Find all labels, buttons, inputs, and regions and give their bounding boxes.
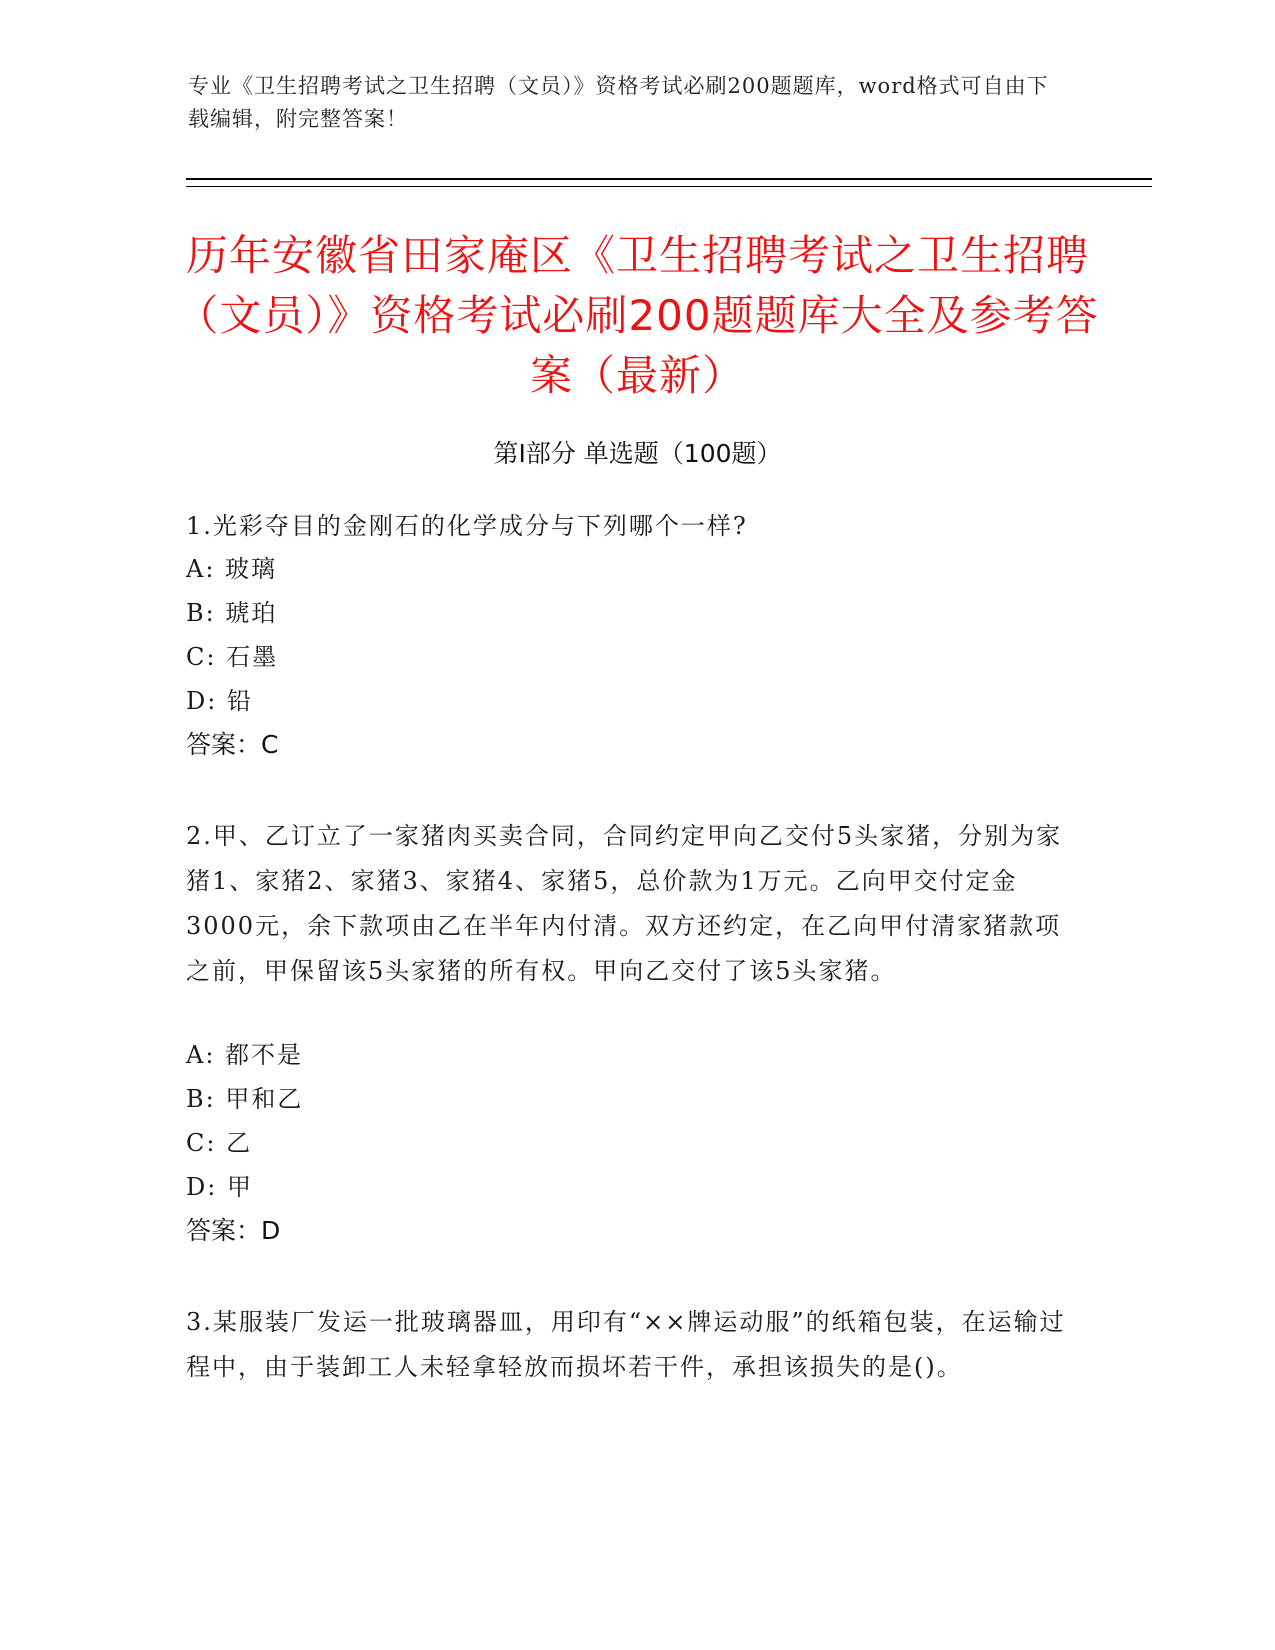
question-1-answer: 答案：C	[186, 730, 279, 759]
question-1-option-b: B: 琥珀	[186, 599, 278, 627]
header-rule-thin	[186, 186, 1152, 187]
question-1-option-c: C: 石墨	[186, 643, 279, 671]
header-note: 专业《卫生招聘考试之卫生招聘（文员）》资格考试必刷200题题库，word格式可自由下载编辑，附完整答案！	[188, 74, 1049, 131]
question-1-option-d: D: 铅	[186, 687, 253, 715]
question-2-answer: 答案：D	[186, 1216, 281, 1245]
question-1-text: 1.光彩夺目的金刚石的化学成分与下列哪个一样?	[186, 512, 748, 540]
question-2-option-d: D: 甲	[186, 1173, 253, 1201]
question-2-option-c: C: 乙	[186, 1129, 253, 1157]
question-2-text: 2.甲、乙订立了一家猪肉买卖合同，合同约定甲向乙交付5头家猪，分别为家猪1、家猪2、家猪3、家猪4、家猪5，总价款为1万元。乙向甲交付定金3000元，余下款项由乙在半年内付清。双方还约定，在乙向甲付清家猪款项之前，甲保留该5头家猪的所有权。甲向乙交付了该5头家猪。	[186, 822, 1063, 985]
document-title: 历年安徽省田家庵区《卫生招聘考试之卫生招聘（文员）》资格考试必刷200题题库大全及参考答案（最新）	[176, 231, 1099, 400]
question-1-option-a: A: 玻璃	[186, 555, 278, 583]
section-title: 第Ⅰ部分 单选题（100题）	[493, 439, 782, 468]
question-2-option-a: A: 都不是	[186, 1041, 304, 1069]
question-2-option-b: B: 甲和乙	[186, 1085, 304, 1113]
question-3-text: 3.某服装厂发运一批玻璃器皿，用印有“××牌运动服”的纸箱包装，在运输过程中，由于装卸工人未轻拿轻放而损坏若干件，承担该损失的是()。	[186, 1308, 1066, 1381]
header-rule-thick	[186, 178, 1152, 180]
